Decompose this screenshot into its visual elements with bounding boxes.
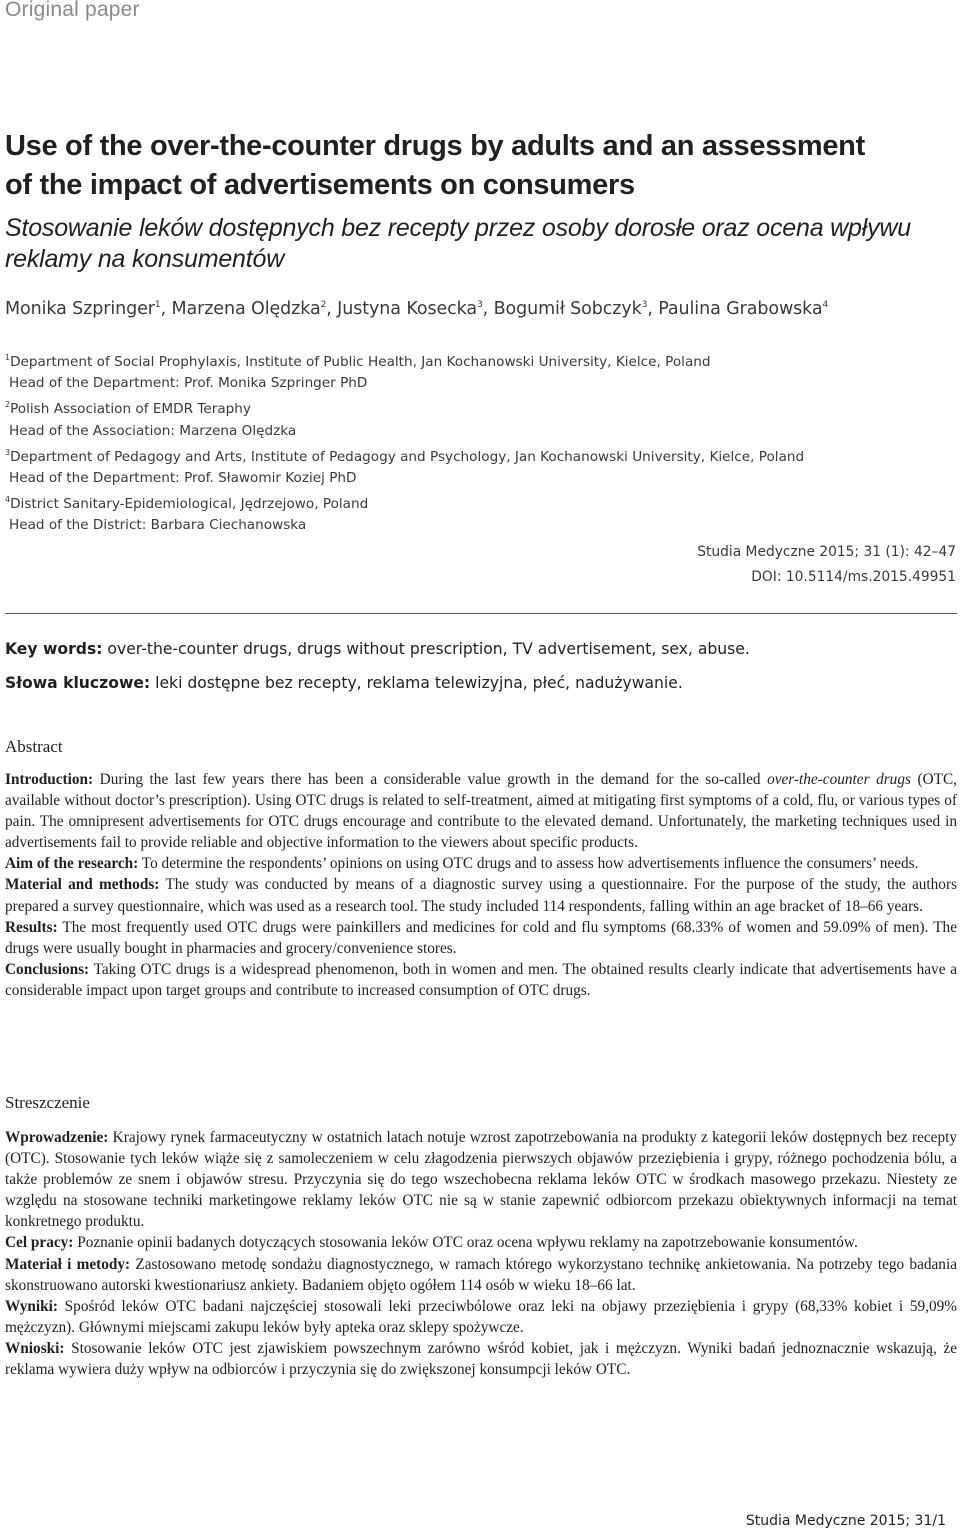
- paragraph-label: Wprowadzenie:: [5, 1129, 109, 1146]
- affiliation-marker: 2: [320, 300, 327, 310]
- title-line: of the impact of advertisements on consumers: [5, 169, 635, 201]
- abstract-aim: [5, 853, 957, 874]
- affiliation-number: 4: [5, 495, 11, 505]
- affiliation-text: Polish Association of EMDR Teraphy: [10, 401, 251, 418]
- affiliation-head: Head of the Department: Prof. Sławomir Koziej PhD: [9, 470, 357, 487]
- affiliation-line: [5, 347, 804, 373]
- author-name: Monika Szpringer: [5, 299, 155, 319]
- affiliation-marker: 3: [477, 300, 483, 310]
- subtitle-line: Stosowanie leków dostępnych bez recepty przez osoby dorosłe oraz ocena wpływu: [5, 214, 911, 242]
- paragraph-label: Aim of the research:: [5, 855, 139, 873]
- paragraph-label: Wyniki:: [5, 1297, 58, 1315]
- affiliation-head: Head of the District: Barbara Ciechanowska: [9, 517, 307, 534]
- paragraph-text: Poznanie opinii badanych dotyczących stosowania leków OTC oraz ocena wpływu reklamy na zapotrzebowanie konsumentów.: [73, 1234, 858, 1252]
- affiliation-line: [5, 489, 804, 515]
- author-name: Marzena Olędzka: [171, 299, 321, 319]
- streszczenie-body: [5, 1127, 957, 1380]
- streszczenie-conclusions: [5, 1338, 957, 1380]
- paragraph-label: Material and methods:: [5, 876, 160, 894]
- streszczenie-methods: [5, 1254, 957, 1296]
- streszczenie-aim: [5, 1232, 957, 1253]
- italic-term: over-the-counter drugs: [767, 771, 911, 788]
- abstract-body: [5, 769, 957, 1001]
- affiliation-number: 1: [5, 353, 11, 362]
- paragraph-text: Spośród leków OTC badani najczęściej stosowali leki przeciwbólowe oraz leki na objawy przeziębienia i grypy (68,33% kobiet i 59,09% mężczyzn). Głównymi miejscami zakupu leków były apteka oraz sklepy spożywcze.: [5, 1297, 957, 1336]
- keywords-label: Key words:: [5, 640, 103, 658]
- paragraph-text: To determine the respondents’ opinions on using OTC drugs and to assess how advertisements influence the consumers’ needs.: [138, 855, 919, 873]
- streszczenie-introduction: [5, 1127, 957, 1232]
- streszczenie-results: [5, 1296, 957, 1338]
- paragraph-label: Materiał i metody:: [5, 1255, 131, 1273]
- affiliation-marker: 3: [641, 300, 648, 310]
- abstract-results: [5, 917, 957, 959]
- journal-citation: Studia Medyczne 2015; 31 (1): 42–47: [697, 544, 956, 560]
- author-name: Bogumił Sobczyk: [493, 299, 642, 319]
- paragraph-text: The most frequently used OTC drugs were painkillers and medicines for cold and flu symptoms (68.33% of women and 59.09% of men). The drugs were usually bought in pharmacies and grocery/convenience stores.: [5, 918, 957, 957]
- page-footer: Studia Medyczne 2015; 31/1: [745, 1513, 946, 1529]
- affiliation-marker: 4: [822, 300, 829, 310]
- section-label: Original paper: [5, 0, 140, 21]
- author-name: Justyna Kosecka: [337, 299, 478, 319]
- keywords-en: [5, 632, 750, 666]
- paragraph-label: Conclusions:: [5, 960, 90, 978]
- divider: [5, 613, 957, 614]
- paragraph-text: Stosowanie leków OTC jest zjawiskiem powszechnym zarówno wśród kobiet, jak i mężczyzn. Wyniki badań jednoznacznie wskazują, że reklama wywiera duży wpływ na odbiorców i przyczynia się do zwiększonej konsumpcji leków OTC.: [5, 1339, 957, 1379]
- affiliation-text: District Sanitary-Epidemiological, Jędrzejowo, Poland: [10, 496, 369, 513]
- paragraph-label: Cel pracy:: [5, 1234, 74, 1252]
- affiliation-marker: 1: [154, 300, 161, 310]
- streszczenie-heading: Streszczenie: [5, 1093, 90, 1112]
- keywords-label: Słowa kluczowe:: [5, 674, 151, 692]
- abstract-conclusions: [5, 959, 957, 1001]
- affiliation-head: Head of the Department: Prof. Monika Szpringer PhD: [9, 375, 368, 392]
- article-subtitle: [5, 213, 955, 275]
- affiliation-text: Department of Pedagogy and Arts, Institute of Pedagogy and Psychology, Jan Kochanowski University, Kielce, Poland: [10, 448, 805, 465]
- paragraph-text: (OTC, available without doctor’s prescription). Using OTC drugs is related to self-treatment, aimed at mitigating first symptoms of a cold, flu, or various types of pain. The omnipresent advertisements for OTC drugs encourage and contribute to the elevated demand. Unfortunately, the marketing techniques used in advertisements fail to provide reliable and objective information to the viewers about specific products.: [5, 771, 957, 852]
- affiliation-number: 3: [5, 447, 11, 457]
- abstract-methods: [5, 874, 957, 916]
- paragraph-text: Krajowy rynek farmaceutyczny w ostatnich latach notuje wzrost zapotrzebowania na produkty z kategorii leków dostępnych bez recepty (OTC). Stosowanie tych leków wiąże się z samoleczeniem w celu złagodzenia pierwszych objawów przeziębienia i grypy, różnego pochodzenia bólu, a także problemów ze snem i objawów stresu. Przyczynia się do tego wszechobecna reklama leków OTC w środkach masowego przekazu. Niestety ze względu na stosowane techniki marketingowe reklamy leków OTC nie są w stanie zapewnić odbiorcom przekazu obiektywnych informacji na temat konkretnego produktu.: [5, 1129, 957, 1231]
- affiliation-line: [5, 442, 804, 468]
- keywords-block: [5, 632, 750, 700]
- paragraph-text: During the last few years there has been a considerable value growth in the demand for the so-called: [93, 771, 768, 788]
- affiliations: [5, 347, 804, 537]
- paragraph-text: The study was conducted by means of a diagnostic survey using a questionnaire. For the purpose of the study, the authors prepared a survey questionnaire, which was used as a research tool. The study included 114 respondents, falling within an age bracket of 18–66 years.: [5, 876, 957, 915]
- author-list: Monika Szpringer$^1$, Marzena Olędzka$^2$, Justyna Kosecka$^3$, Bogumił Sobczyk$^3$, Paulina Grabowska$^4$: [5, 299, 829, 319]
- article-title: [5, 127, 945, 205]
- paragraph-label: Wnioski:: [5, 1339, 65, 1357]
- abstract-heading: Abstract: [5, 737, 63, 756]
- paragraph-label: Results:: [5, 918, 58, 936]
- doi-link[interactable]: DOI: 10.5114/ms.2015.49951: [751, 569, 956, 585]
- affiliation-head: Head of the Association: Marzena Olędzka: [9, 422, 297, 439]
- keywords-text: leki dostępne bez recepty, reklama telewizyjna, płeć, nadużywanie.: [150, 674, 683, 692]
- title-line: Use of the over-the-counter drugs by adults and an assessment: [5, 130, 865, 162]
- paragraph-label: Introduction:: [5, 771, 94, 788]
- abstract-introduction: [5, 769, 957, 853]
- affiliation-number: 2: [5, 400, 11, 410]
- keywords-pl: [5, 666, 750, 700]
- keywords-text: over-the-counter drugs, drugs without prescription, TV advertisement, sex, abuse.: [102, 640, 750, 658]
- paragraph-text: Taking OTC drugs is a widespread phenomenon, both in women and men. The obtained results clearly indicate that advertisements have a considerable impact upon target groups and contribute to increased consumption of OTC drugs.: [5, 960, 957, 999]
- affiliation-text: Department of Social Prophylaxis, Institute of Public Health, Jan Kochanowski University, Kielce, Poland: [10, 354, 711, 370]
- citation-block: [697, 540, 956, 590]
- author-name: Paulina Grabowska: [658, 299, 823, 319]
- affiliation-line: [5, 394, 804, 420]
- subtitle-line: reklamy na konsumentów: [5, 245, 285, 273]
- paragraph-text: Zastosowano metodę sondażu diagnostycznego, w ramach którego wykorzystano technikę ankietowania. Na potrzeby tego badania skonstruowano autorski kwestionariusz ankiety. Badaniem objęto ogółem 114 osób w wieku 18–66 lat.: [5, 1255, 957, 1294]
